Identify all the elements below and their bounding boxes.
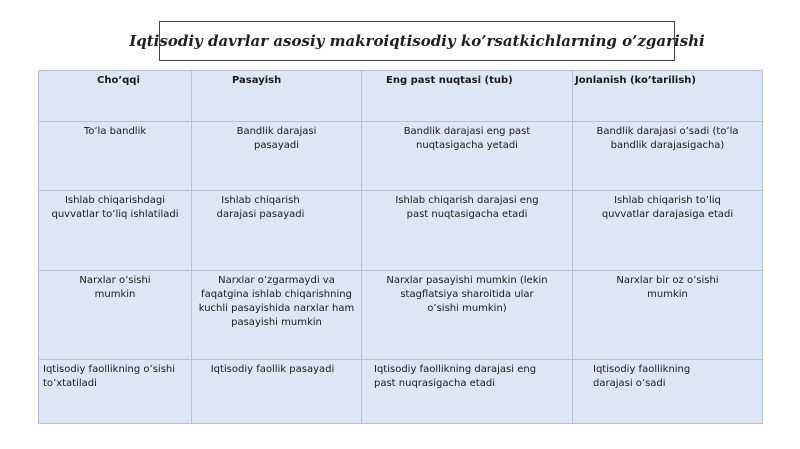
table-row [39, 360, 763, 424]
header-peak: Cho’qqi [39, 71, 192, 122]
table-cell: Iqtisodiy faollik pasayadi [192, 360, 362, 424]
table-cell: Bandlik darajasi pasayadi [192, 122, 362, 191]
table-cell: Ishlab chiqarish to’liq quvvatlar darajasiga etadi [573, 191, 763, 271]
table-header-row [39, 71, 763, 122]
table-row [39, 122, 763, 191]
table-cell: Bandlik darajasi eng past nuqtasigacha yetadi [362, 122, 573, 191]
header-trough: Eng past nuqtasi (tub) [362, 71, 573, 122]
table-cell: Ishlab chiqarish darajasi eng past nuqtasigacha etadi [362, 191, 573, 271]
table-cell: Narxlar pasayishi mumkin (lekin stagflatsiya sharoitida ular o’sishi mumkin) [362, 271, 573, 360]
table-cell: Bandlik darajasi o’sadi (to’la bandlik darajasigacha) [573, 122, 763, 191]
table-cell: Iqtisodiy faollikning darajasi o’sadi [573, 360, 763, 424]
page-title: Iqtisodiy davrlar asosiy makroiqtisodiy ko’rsatkichlarning o’zgarishi [129, 32, 705, 50]
table-row [39, 271, 763, 360]
table-cell: Narxlar o’sishi mumkin [39, 271, 192, 360]
table-cell: Ishlab chiqarishdagi quvvatlar to’liq ishlatiladi [39, 191, 192, 271]
table-cell: Iqtisodiy faollikning o’sishi to’xtatiladi [39, 360, 192, 424]
page-title-box [129, 21, 705, 61]
table-cell: Iqtisodiy faollikning darajasi eng past nuqrasigacha etadi [362, 360, 573, 424]
table-cell: Ishlab chiqarish darajasi pasayadi [192, 191, 362, 271]
header-recovery: Jonlanish (ko’tarilish) [573, 71, 763, 122]
header-decline: Pasayish [192, 71, 362, 122]
table-cell: To’la bandlik [39, 122, 192, 191]
table-cell: Narxlar bir oz o’sishi mumkin [573, 271, 763, 360]
table-row [39, 191, 763, 271]
business-cycle-table [38, 70, 763, 424]
table-cell: Narxlar o’zgarmaydi va faqatgina ishlab chiqarishning kuchli pasayishida narxlar ham pasayishi mumkin [192, 271, 362, 360]
